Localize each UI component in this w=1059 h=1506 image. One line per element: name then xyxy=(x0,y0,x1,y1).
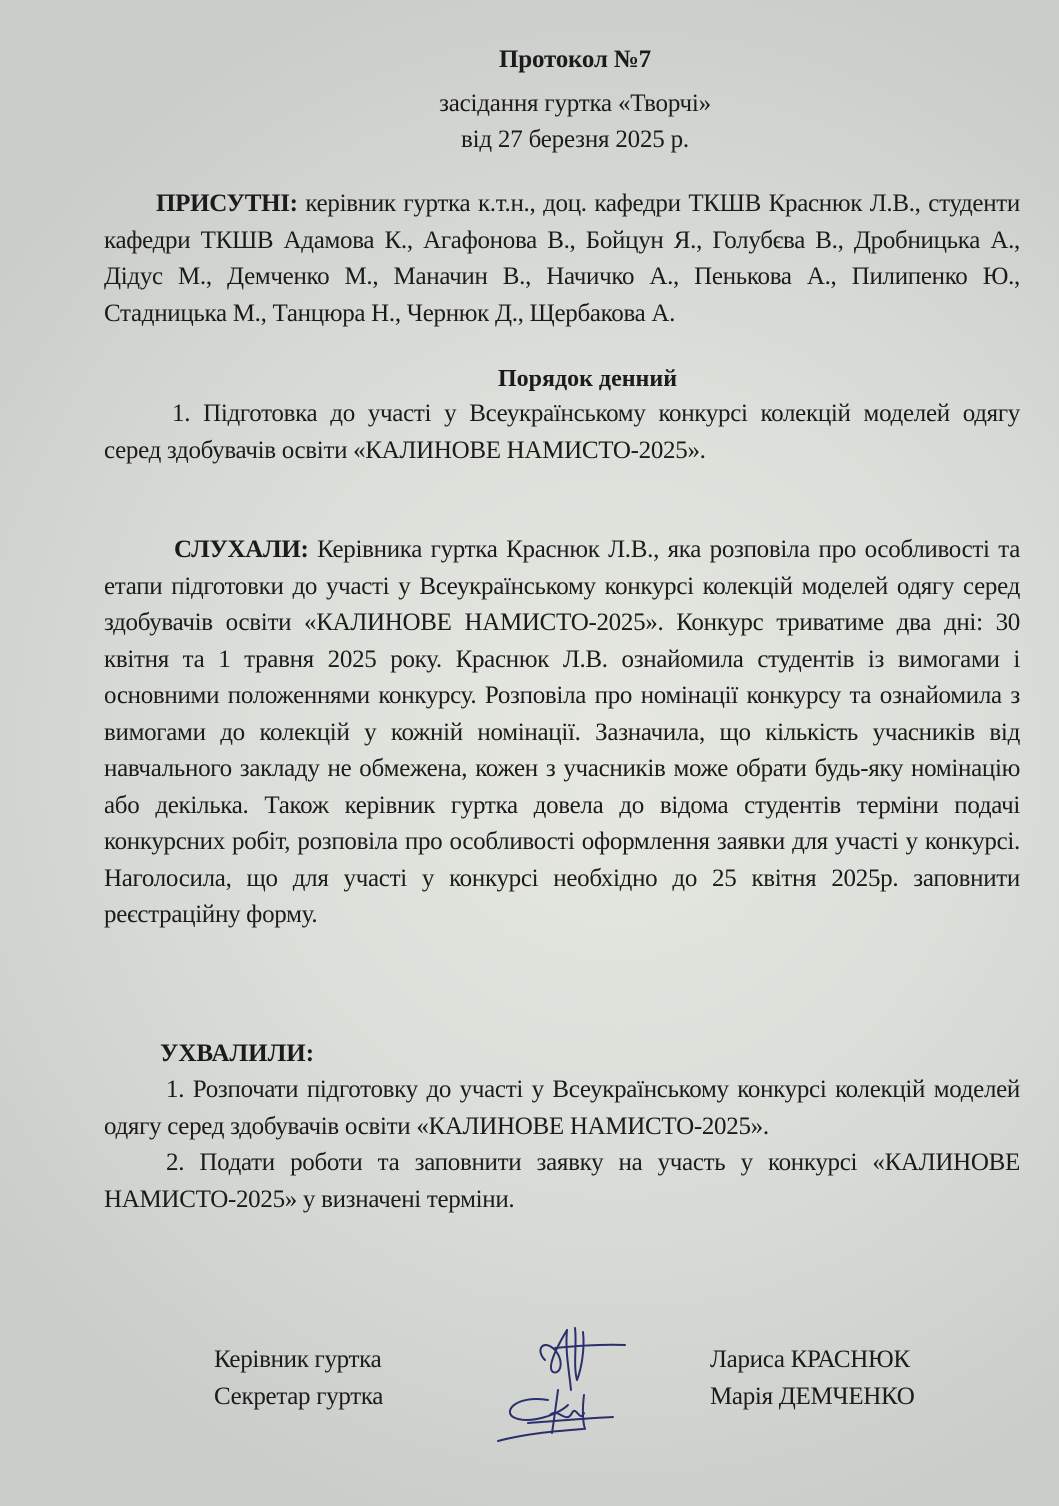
signature-strokes xyxy=(498,1390,613,1441)
handwritten-signature-secretary xyxy=(488,1385,628,1445)
attendees-label: ПРИСУТНІ: xyxy=(156,190,298,217)
agenda-heading: Порядок денний xyxy=(497,366,678,392)
document-date: від 27 березня 2025 р. xyxy=(461,126,689,153)
signature-name-head: Лариса КРАСНЮК xyxy=(710,1346,910,1373)
signature-name-secretary: Марія ДЕМЧЕНКО xyxy=(710,1383,915,1410)
agenda-item: 1. Підготовка до участі у Всеукраїнському конкурсі колекцій моделей одягу серед здобувачів освіти «КАЛИНОВЕ НАМИСТО-2025». xyxy=(104,400,1020,464)
decided-item: 2. Подати роботи та заповнити заявку на участь у конкурсі «КАЛИНОВЕ НАМИСТО-2025» у визначені терміни. xyxy=(104,1149,1020,1213)
listened-paragraph xyxy=(104,532,1020,934)
handwritten-signature-head xyxy=(525,1320,635,1395)
decided-item: 1. Розпочати підготовку до участі у Всеукраїнському конкурсі колекцій моделей одягу серед здобувачів освіти «КАЛИНОВЕ НАМИСТО-2025». xyxy=(104,1076,1020,1140)
listened-text: Керівника гуртка Краснюк Л.В., яка розповіла про особливості та етапи підготовки до участі у Всеукраїнському конкурсі колекцій моделей одягу серед здобувачів освіти «КАЛИНОВЕ НАМИСТО-2025». Конкурс триватиме два дні: 30 квітня та 1 травня 2025 року. Краснюк Л.В. ознайомила студентів із вимогами і основними положеннями конкурсу. Розповіла про номінації конкурсу та ознайомила з вимогами до колекцій у кожній номінації. Зазначила, що кількість учасників від навчального закладу не обмежена, кожен з учасників може обрати будь-яку номінацію або декілька. Також керівник гуртка довела до відома студентів терміни подачі конкурсних робіт, розповіла про особливості оформлення заявки для участі у конкурсі. Наголосила, що для участі у конкурсі необхідно до 25 квітня 2025р. заповнити реєстраційну форму. xyxy=(104,536,1020,928)
signature-role-head: Керівник гуртка xyxy=(214,1346,382,1373)
signature-strokes xyxy=(540,1328,625,1390)
attendees-paragraph xyxy=(104,186,1020,332)
decided-heading: УХВАЛИЛИ: xyxy=(160,1040,315,1067)
document-subtitle: засідання гуртка «Творчі» xyxy=(439,90,711,117)
attendees-text: керівник гуртка к.т.н., доц. кафедри ТКШВ Краснюк Л.В., студенти кафедри ТКШВ Адамова К., Агафонова В., Бойцун Я., Голубєва В., Дробницька А., Дідус М., Демченко М., Маначин В., Начичко А., Пенькова А., Пилипенко Ю., Стадницька М., Танцюра Н., Чернюк Д., Щербакова А. xyxy=(104,190,1020,327)
listened-label: СЛУХАЛИ: xyxy=(174,536,309,563)
signature-role-secretary: Секретар гуртка xyxy=(214,1383,384,1410)
document-title: Протокол №7 xyxy=(499,46,651,73)
